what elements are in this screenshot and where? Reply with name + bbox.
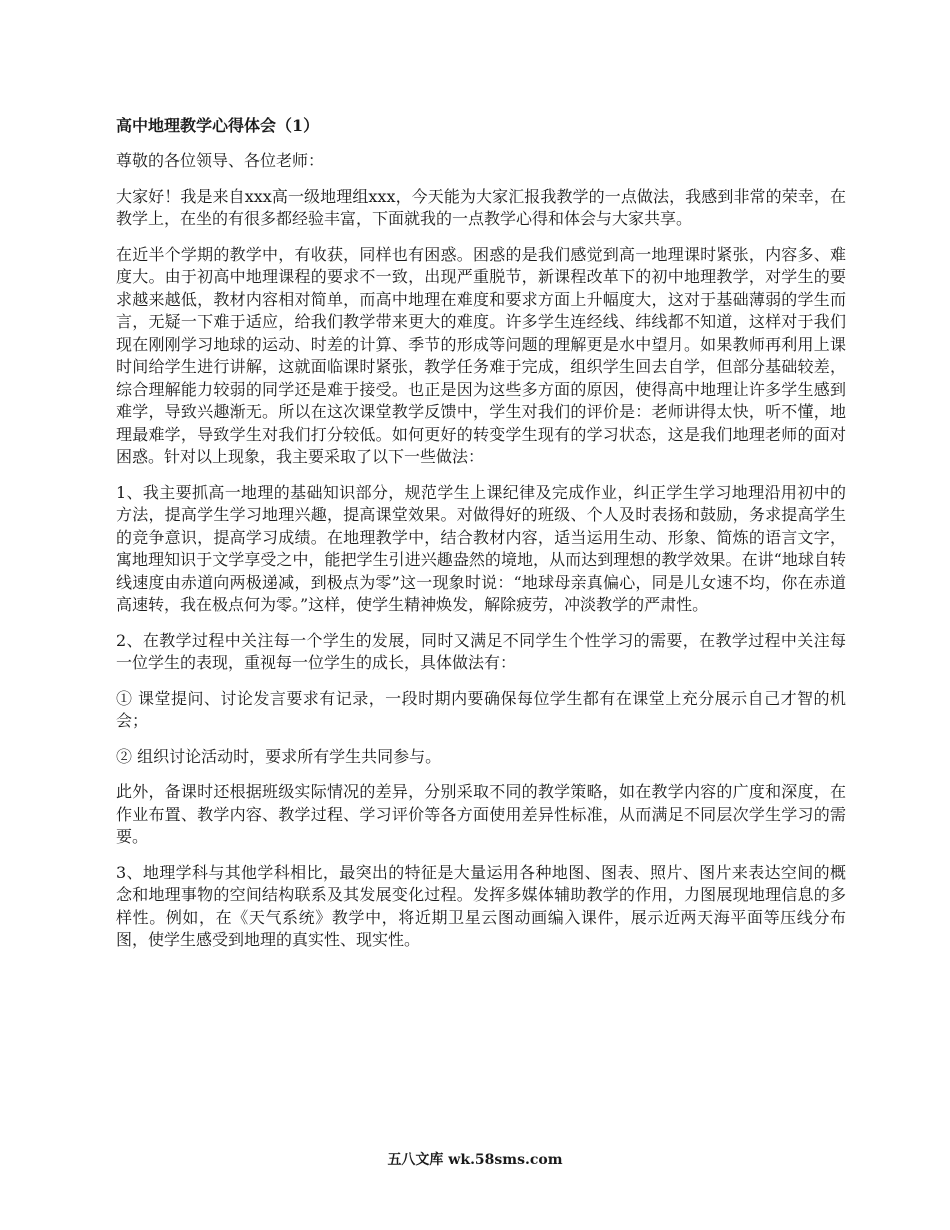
footer-watermark: 五八文库 wk.58sms.com [387,1152,563,1168]
paragraph-method-3: 3、地理学科与其他学科相比，最突出的特征是大量运用各种地图、图表、照片、图片来表达空间的概念和地理事物的空间结构联系及其发展变化过程。发挥多媒体辅助教学的作用，力图展现地理信息的多样性。例如，在《天气系统》教学中，将近期卫星云图动画编入课件，展示近两天海平面等压线分布图，使学生感受到地理的真实性、现实性。 [116,862,846,949]
paragraph-problem: 在近半个学期的教学中，有收获，同样也有困惑。困惑的是我们感觉到高一地理课时紧张，内容多、难度大。由于初高中地理课程的要求不一致，出现严重脱节，新课程改革下的初中地理教学，对学生的要求越来越低，教材内容相对简单，而高中地理在难度和要求方面上升幅度大，这对于基础薄弱的学生而言，无疑一下难于适应，给我们教学带来更大的难度。许多学生连经线、纬线都不知道，这样对于我们现在刚刚学习地球的运动、时差的计算、季节的形成等问题的理解更是水中望月。如果教师再利用上课时间给学生进行讲解，这就面临课时紧张，教学任务难于完成，组织学生回去自学，但部分基础较差，综合理解能力较弱的同学还是难于接受。也正是因为这些多方面的原因，使得高中地理让许多学生感到难学，导致兴趣渐无。所以在这次课堂教学反馈中，学生对我们的评价是：老师讲得太快，听不懂，地理最难学，导致学生对我们打分较低。如何更好的转变学生现有的学习状态，这是我们地理老师的面对困惑。针对以上现象，我主要采取了以下一些做法： [116,244,846,466]
salutation: 尊敬的各位领导、各位老师： [116,151,325,170]
document-body [116,112,846,965]
paragraph-additional: 此外，备课时还根据班级实际情况的差异，分别采取不同的教学策略，如在教学内容的广度和深度，在作业布置、教学内容、教学过程、学习评价等各方面使用差异性标准，从而满足不同层次学生学习的需要。 [116,782,846,846]
list-item-2: ② 组织讨论活动时，要求所有学生共同参与。 [116,746,442,766]
document-title: 高中地理教学心得体会（1） [116,116,320,135]
list-item-1: ① 课堂提问、讨论发言要求有记录，一段时期内要确保每位学生都有在课堂上充分展示自己才智的机会； [116,688,846,730]
paragraph-method-2: 2、在教学过程中关注每一个学生的发展，同时又满足不同学生个性学习的需要，在教学过程中关注每一位学生的表现，重视每一位学生的成长，具体做法有： [116,630,846,672]
paragraph-method-1: 1、我主要抓高一地理的基础知识部分，规范学生上课纪律及完成作业，纠正学生学习地理沿用初中的方法，提高学生学习地理兴趣，提高课堂效果。对做得好的班级、个人及时表扬和鼓励，务求提高学生的竞争意识，提高学习成绩。在地理教学中，结合教材内容，适当运用生动、形象、简炼的语言文字，寓地理知识于文学享受之中，能把学生引进兴趣盎然的境地，从而达到理想的教学效果。在讲“地球自转线速度由赤道向两极递减，到极点为零”这一现象时说：“地球母亲真偏心，同是儿女速不均，你在赤道高速转，我在极点何为零。”这样，使学生精神焕发，解除疲劳，冲淡教学的严肃性。 [116,482,846,614]
paragraph-intro: 大家好！我是来自xxx高一级地理组xxx，今天能为大家汇报我教学的一点做法，我感到非常的荣幸，在教学上，在坐的有很多都经验丰富，下面就我的一点教学心得和体会与大家共享。 [116,186,846,228]
